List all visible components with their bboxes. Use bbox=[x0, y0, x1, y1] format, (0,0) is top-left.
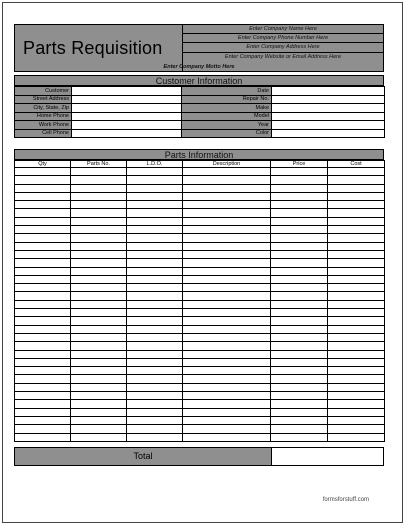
parts-cell[interactable] bbox=[328, 284, 385, 292]
parts-cell[interactable] bbox=[271, 400, 328, 408]
parts-cell[interactable] bbox=[15, 408, 71, 416]
parts-cell[interactable] bbox=[183, 425, 271, 433]
customer-right-field[interactable] bbox=[272, 104, 385, 113]
parts-row bbox=[15, 358, 385, 366]
parts-cell[interactable] bbox=[271, 425, 328, 433]
parts-cell[interactable] bbox=[127, 184, 183, 192]
parts-row bbox=[15, 416, 385, 424]
parts-cell[interactable] bbox=[183, 192, 271, 200]
parts-section-title: Parts Information bbox=[14, 149, 384, 160]
parts-row bbox=[15, 392, 385, 400]
parts-cell[interactable] bbox=[15, 284, 71, 292]
parts-cell[interactable] bbox=[271, 433, 328, 441]
parts-cell[interactable] bbox=[271, 375, 328, 383]
customer-left-field[interactable] bbox=[72, 87, 182, 96]
parts-row bbox=[15, 342, 385, 350]
parts-cell[interactable] bbox=[271, 358, 328, 366]
parts-cell[interactable] bbox=[183, 284, 271, 292]
parts-cell[interactable] bbox=[127, 317, 183, 325]
parts-cell[interactable] bbox=[183, 226, 271, 234]
parts-cell[interactable] bbox=[271, 250, 328, 258]
parts-row bbox=[15, 433, 385, 441]
parts-cell[interactable] bbox=[328, 309, 385, 317]
parts-cell[interactable] bbox=[71, 217, 127, 225]
parts-cell[interactable] bbox=[271, 192, 328, 200]
parts-cell[interactable] bbox=[271, 201, 328, 209]
parts-cell[interactable] bbox=[271, 226, 328, 234]
parts-cell[interactable] bbox=[271, 168, 328, 176]
parts-cell[interactable] bbox=[271, 275, 328, 283]
parts-cell[interactable] bbox=[71, 267, 127, 275]
parts-row bbox=[15, 408, 385, 416]
customer-info-table bbox=[14, 86, 385, 138]
parts-row bbox=[15, 250, 385, 258]
parts-cell[interactable] bbox=[71, 192, 127, 200]
parts-cell[interactable] bbox=[328, 375, 385, 383]
parts-cell[interactable] bbox=[71, 250, 127, 258]
parts-cell[interactable] bbox=[183, 383, 271, 391]
parts-cell[interactable] bbox=[183, 292, 271, 300]
parts-cell[interactable] bbox=[328, 400, 385, 408]
total-label: Total bbox=[15, 448, 272, 465]
parts-row bbox=[15, 234, 385, 242]
parts-cell[interactable] bbox=[183, 358, 271, 366]
parts-row bbox=[15, 292, 385, 300]
parts-cell[interactable] bbox=[15, 342, 71, 350]
parts-cell[interactable] bbox=[71, 300, 127, 308]
parts-cell[interactable] bbox=[271, 242, 328, 250]
customer-row bbox=[15, 121, 385, 130]
parts-cell[interactable] bbox=[271, 209, 328, 217]
customer-left-label: Cell Phone bbox=[15, 129, 72, 138]
parts-cell[interactable] bbox=[271, 392, 328, 400]
parts-cell[interactable] bbox=[328, 242, 385, 250]
customer-left-label: Work Phone bbox=[15, 121, 72, 130]
parts-cell[interactable] bbox=[71, 350, 127, 358]
parts-cell[interactable] bbox=[15, 333, 71, 341]
parts-cell[interactable] bbox=[15, 392, 71, 400]
parts-cell[interactable] bbox=[271, 333, 328, 341]
parts-row bbox=[15, 275, 385, 283]
parts-cell[interactable] bbox=[127, 309, 183, 317]
parts-cell[interactable] bbox=[15, 317, 71, 325]
parts-cell[interactable] bbox=[328, 325, 385, 333]
parts-cell[interactable] bbox=[183, 217, 271, 225]
parts-column-header: L.D.O. bbox=[127, 161, 183, 168]
parts-cell[interactable] bbox=[71, 325, 127, 333]
parts-row bbox=[15, 259, 385, 267]
parts-cell[interactable] bbox=[15, 192, 71, 200]
parts-cell[interactable] bbox=[127, 383, 183, 391]
parts-cell[interactable] bbox=[183, 242, 271, 250]
parts-cell[interactable] bbox=[183, 259, 271, 267]
parts-cell[interactable] bbox=[271, 325, 328, 333]
parts-cell[interactable] bbox=[71, 292, 127, 300]
parts-cell[interactable] bbox=[271, 284, 328, 292]
parts-row bbox=[15, 242, 385, 250]
customer-left-field[interactable] bbox=[72, 95, 182, 104]
parts-cell[interactable] bbox=[271, 217, 328, 225]
parts-cell[interactable] bbox=[328, 275, 385, 283]
parts-cell[interactable] bbox=[71, 259, 127, 267]
parts-row bbox=[15, 168, 385, 176]
parts-cell[interactable] bbox=[183, 168, 271, 176]
customer-left-field[interactable] bbox=[72, 129, 182, 138]
parts-cell[interactable] bbox=[15, 375, 71, 383]
parts-cell[interactable] bbox=[71, 375, 127, 383]
parts-cell[interactable] bbox=[328, 217, 385, 225]
parts-cell[interactable] bbox=[127, 267, 183, 275]
parts-cell[interactable] bbox=[127, 375, 183, 383]
parts-cell[interactable] bbox=[127, 192, 183, 200]
parts-row bbox=[15, 284, 385, 292]
parts-cell[interactable] bbox=[328, 392, 385, 400]
parts-cell[interactable] bbox=[127, 400, 183, 408]
parts-cell[interactable] bbox=[71, 383, 127, 391]
customer-row bbox=[15, 95, 385, 104]
parts-cell[interactable] bbox=[71, 284, 127, 292]
company-phone-field[interactable]: Enter Company Phone Number Here bbox=[183, 34, 383, 43]
parts-cell[interactable] bbox=[71, 333, 127, 341]
parts-cell[interactable] bbox=[328, 367, 385, 375]
customer-section-title: Customer Information bbox=[14, 75, 384, 86]
parts-cell[interactable] bbox=[127, 358, 183, 366]
parts-cell[interactable] bbox=[183, 184, 271, 192]
parts-row bbox=[15, 192, 385, 200]
parts-cell[interactable] bbox=[71, 184, 127, 192]
parts-cell[interactable] bbox=[127, 259, 183, 267]
parts-cell[interactable] bbox=[127, 333, 183, 341]
parts-cell[interactable] bbox=[328, 408, 385, 416]
parts-column-header: Cost bbox=[328, 161, 385, 168]
parts-cell[interactable] bbox=[183, 400, 271, 408]
parts-cell[interactable] bbox=[328, 342, 385, 350]
parts-cell[interactable] bbox=[71, 226, 127, 234]
parts-cell[interactable] bbox=[71, 317, 127, 325]
parts-cell[interactable] bbox=[127, 325, 183, 333]
parts-cell[interactable] bbox=[15, 350, 71, 358]
parts-row bbox=[15, 317, 385, 325]
parts-cell[interactable] bbox=[15, 383, 71, 391]
parts-cell[interactable] bbox=[271, 317, 328, 325]
parts-cell[interactable] bbox=[127, 392, 183, 400]
parts-cell[interactable] bbox=[328, 234, 385, 242]
parts-cell[interactable] bbox=[127, 234, 183, 242]
parts-cell[interactable] bbox=[271, 184, 328, 192]
customer-row bbox=[15, 87, 385, 96]
parts-cell[interactable] bbox=[183, 333, 271, 341]
parts-cell[interactable] bbox=[271, 292, 328, 300]
parts-cell[interactable] bbox=[183, 350, 271, 358]
parts-cell[interactable] bbox=[183, 250, 271, 258]
parts-cell[interactable] bbox=[271, 367, 328, 375]
parts-cell[interactable] bbox=[127, 250, 183, 258]
customer-left-field[interactable] bbox=[72, 121, 182, 130]
parts-column-header: Description bbox=[183, 161, 271, 168]
parts-cell[interactable] bbox=[328, 176, 385, 184]
customer-right-field[interactable] bbox=[272, 121, 385, 130]
parts-cell[interactable] bbox=[328, 350, 385, 358]
parts-cell[interactable] bbox=[71, 400, 127, 408]
parts-column-header: Qty bbox=[15, 161, 71, 168]
parts-cell[interactable] bbox=[183, 176, 271, 184]
parts-cell[interactable] bbox=[328, 209, 385, 217]
parts-cell[interactable] bbox=[183, 300, 271, 308]
parts-cell[interactable] bbox=[328, 358, 385, 366]
parts-cell[interactable] bbox=[127, 201, 183, 209]
parts-cell[interactable] bbox=[71, 309, 127, 317]
parts-column-header: Price bbox=[271, 161, 328, 168]
parts-cell[interactable] bbox=[71, 358, 127, 366]
parts-row bbox=[15, 201, 385, 209]
parts-cell[interactable] bbox=[127, 342, 183, 350]
parts-cell[interactable] bbox=[183, 433, 271, 441]
parts-cell[interactable] bbox=[271, 350, 328, 358]
parts-cell[interactable] bbox=[71, 201, 127, 209]
parts-cell[interactable] bbox=[127, 226, 183, 234]
parts-cell[interactable] bbox=[15, 250, 71, 258]
customer-left-field[interactable] bbox=[72, 104, 182, 113]
company-address-field[interactable]: Enter Company Address Here bbox=[183, 43, 383, 52]
parts-cell[interactable] bbox=[15, 259, 71, 267]
parts-cell[interactable] bbox=[15, 168, 71, 176]
parts-cell[interactable] bbox=[71, 408, 127, 416]
parts-cell[interactable] bbox=[271, 342, 328, 350]
parts-cell[interactable] bbox=[271, 176, 328, 184]
parts-cell[interactable] bbox=[15, 209, 71, 217]
customer-left-label: Home Phone bbox=[15, 112, 72, 121]
parts-cell[interactable] bbox=[183, 267, 271, 275]
form-title: Parts Requisition bbox=[15, 25, 183, 71]
parts-cell[interactable] bbox=[127, 350, 183, 358]
parts-cell[interactable] bbox=[127, 416, 183, 424]
parts-cell[interactable] bbox=[15, 226, 71, 234]
customer-right-field[interactable] bbox=[272, 112, 385, 121]
parts-cell[interactable] bbox=[15, 325, 71, 333]
parts-cell[interactable] bbox=[183, 317, 271, 325]
company-website-field[interactable]: Enter Company Website or Email Address Here bbox=[224, 53, 342, 60]
parts-row bbox=[15, 350, 385, 358]
parts-cell[interactable] bbox=[328, 267, 385, 275]
parts-cell[interactable] bbox=[183, 416, 271, 424]
parts-cell[interactable] bbox=[328, 201, 385, 209]
parts-cell[interactable] bbox=[183, 408, 271, 416]
parts-cell[interactable] bbox=[15, 300, 71, 308]
parts-cell[interactable] bbox=[127, 275, 183, 283]
parts-cell[interactable] bbox=[15, 292, 71, 300]
parts-cell[interactable] bbox=[328, 184, 385, 192]
company-name-field[interactable]: Enter Company Name Here bbox=[183, 25, 383, 34]
parts-cell[interactable] bbox=[127, 408, 183, 416]
parts-cell[interactable] bbox=[183, 342, 271, 350]
parts-cell[interactable] bbox=[328, 425, 385, 433]
parts-cell[interactable] bbox=[127, 242, 183, 250]
parts-cell[interactable] bbox=[271, 383, 328, 391]
parts-cell[interactable] bbox=[127, 425, 183, 433]
parts-cell[interactable] bbox=[328, 250, 385, 258]
parts-cell[interactable] bbox=[127, 217, 183, 225]
parts-row bbox=[15, 425, 385, 433]
parts-row bbox=[15, 367, 385, 375]
parts-cell[interactable] bbox=[127, 284, 183, 292]
parts-cell[interactable] bbox=[15, 217, 71, 225]
parts-row bbox=[15, 226, 385, 234]
parts-cell[interactable] bbox=[271, 300, 328, 308]
parts-cell[interactable] bbox=[71, 367, 127, 375]
parts-cell[interactable] bbox=[127, 292, 183, 300]
customer-right-field[interactable] bbox=[272, 87, 385, 96]
parts-row bbox=[15, 383, 385, 391]
customer-row bbox=[15, 104, 385, 113]
parts-cell[interactable] bbox=[15, 176, 71, 184]
parts-cell[interactable] bbox=[71, 416, 127, 424]
parts-row bbox=[15, 400, 385, 408]
parts-column-header: Parts No. bbox=[71, 161, 127, 168]
customer-left-label: Customer bbox=[15, 87, 72, 96]
parts-cell[interactable] bbox=[127, 209, 183, 217]
parts-cell[interactable] bbox=[328, 292, 385, 300]
parts-cell[interactable] bbox=[328, 383, 385, 391]
parts-cell[interactable] bbox=[71, 392, 127, 400]
customer-left-field[interactable] bbox=[72, 112, 182, 121]
parts-cell[interactable] bbox=[183, 392, 271, 400]
parts-row bbox=[15, 333, 385, 341]
customer-row bbox=[15, 129, 385, 138]
parts-cell[interactable] bbox=[15, 184, 71, 192]
parts-cell[interactable] bbox=[328, 433, 385, 441]
parts-row bbox=[15, 300, 385, 308]
parts-cell[interactable] bbox=[15, 433, 71, 441]
parts-cell[interactable] bbox=[71, 242, 127, 250]
customer-right-label: Repair No. bbox=[182, 95, 272, 104]
parts-cell[interactable] bbox=[183, 209, 271, 217]
parts-cell[interactable] bbox=[71, 168, 127, 176]
total-row bbox=[14, 447, 384, 466]
parts-cell[interactable] bbox=[71, 209, 127, 217]
parts-cell[interactable] bbox=[15, 242, 71, 250]
parts-cell[interactable] bbox=[328, 192, 385, 200]
parts-cell[interactable] bbox=[127, 176, 183, 184]
parts-cell[interactable] bbox=[271, 408, 328, 416]
parts-cell[interactable] bbox=[15, 234, 71, 242]
parts-cell[interactable] bbox=[15, 416, 71, 424]
parts-cell[interactable] bbox=[183, 275, 271, 283]
parts-cell[interactable] bbox=[15, 267, 71, 275]
parts-cell[interactable] bbox=[328, 168, 385, 176]
footer-watermark: formsforstuff.com bbox=[322, 497, 369, 503]
parts-cell[interactable] bbox=[71, 176, 127, 184]
company-motto[interactable]: Enter Company Motto Here bbox=[163, 64, 235, 70]
parts-row bbox=[15, 217, 385, 225]
parts-cell[interactable] bbox=[271, 234, 328, 242]
parts-cell[interactable] bbox=[127, 300, 183, 308]
customer-right-label: Date bbox=[182, 87, 272, 96]
customer-row bbox=[15, 112, 385, 121]
customer-right-label: Model bbox=[182, 112, 272, 121]
parts-row bbox=[15, 184, 385, 192]
parts-cell[interactable] bbox=[71, 275, 127, 283]
customer-left-label: City, State, Zip bbox=[15, 104, 72, 113]
parts-cell[interactable] bbox=[127, 168, 183, 176]
customer-left-label: Street Address bbox=[15, 95, 72, 104]
parts-cell[interactable] bbox=[328, 416, 385, 424]
parts-cell[interactable] bbox=[271, 259, 328, 267]
parts-cell[interactable] bbox=[15, 425, 71, 433]
parts-cell[interactable] bbox=[127, 433, 183, 441]
parts-row bbox=[15, 176, 385, 184]
parts-cell[interactable] bbox=[71, 342, 127, 350]
parts-cell[interactable] bbox=[15, 367, 71, 375]
parts-row bbox=[15, 325, 385, 333]
parts-cell[interactable] bbox=[328, 300, 385, 308]
parts-row bbox=[15, 375, 385, 383]
parts-cell[interactable] bbox=[183, 325, 271, 333]
parts-cell[interactable] bbox=[15, 309, 71, 317]
parts-cell[interactable] bbox=[328, 259, 385, 267]
parts-row bbox=[15, 309, 385, 317]
parts-cell[interactable] bbox=[271, 267, 328, 275]
parts-cell[interactable] bbox=[183, 234, 271, 242]
parts-cell[interactable] bbox=[271, 416, 328, 424]
parts-cell[interactable] bbox=[71, 425, 127, 433]
parts-table bbox=[14, 160, 385, 442]
customer-right-label: Make bbox=[182, 104, 272, 113]
customer-right-label: Year bbox=[182, 121, 272, 130]
parts-cell[interactable] bbox=[15, 201, 71, 209]
parts-cell[interactable] bbox=[183, 201, 271, 209]
customer-right-field[interactable] bbox=[272, 95, 385, 104]
parts-cell[interactable] bbox=[183, 367, 271, 375]
parts-cell[interactable] bbox=[15, 400, 71, 408]
customer-right-field[interactable] bbox=[272, 129, 385, 138]
parts-cell[interactable] bbox=[127, 367, 183, 375]
parts-cell[interactable] bbox=[183, 309, 271, 317]
parts-cell[interactable] bbox=[71, 234, 127, 242]
parts-cell[interactable] bbox=[328, 226, 385, 234]
parts-cell[interactable] bbox=[328, 333, 385, 341]
parts-row bbox=[15, 267, 385, 275]
parts-cell[interactable] bbox=[183, 375, 271, 383]
parts-cell[interactable] bbox=[71, 433, 127, 441]
parts-cell[interactable] bbox=[328, 317, 385, 325]
parts-cell[interactable] bbox=[271, 309, 328, 317]
parts-cell[interactable] bbox=[15, 358, 71, 366]
customer-right-label: Color bbox=[182, 129, 272, 138]
parts-row bbox=[15, 209, 385, 217]
parts-cell[interactable] bbox=[15, 275, 71, 283]
